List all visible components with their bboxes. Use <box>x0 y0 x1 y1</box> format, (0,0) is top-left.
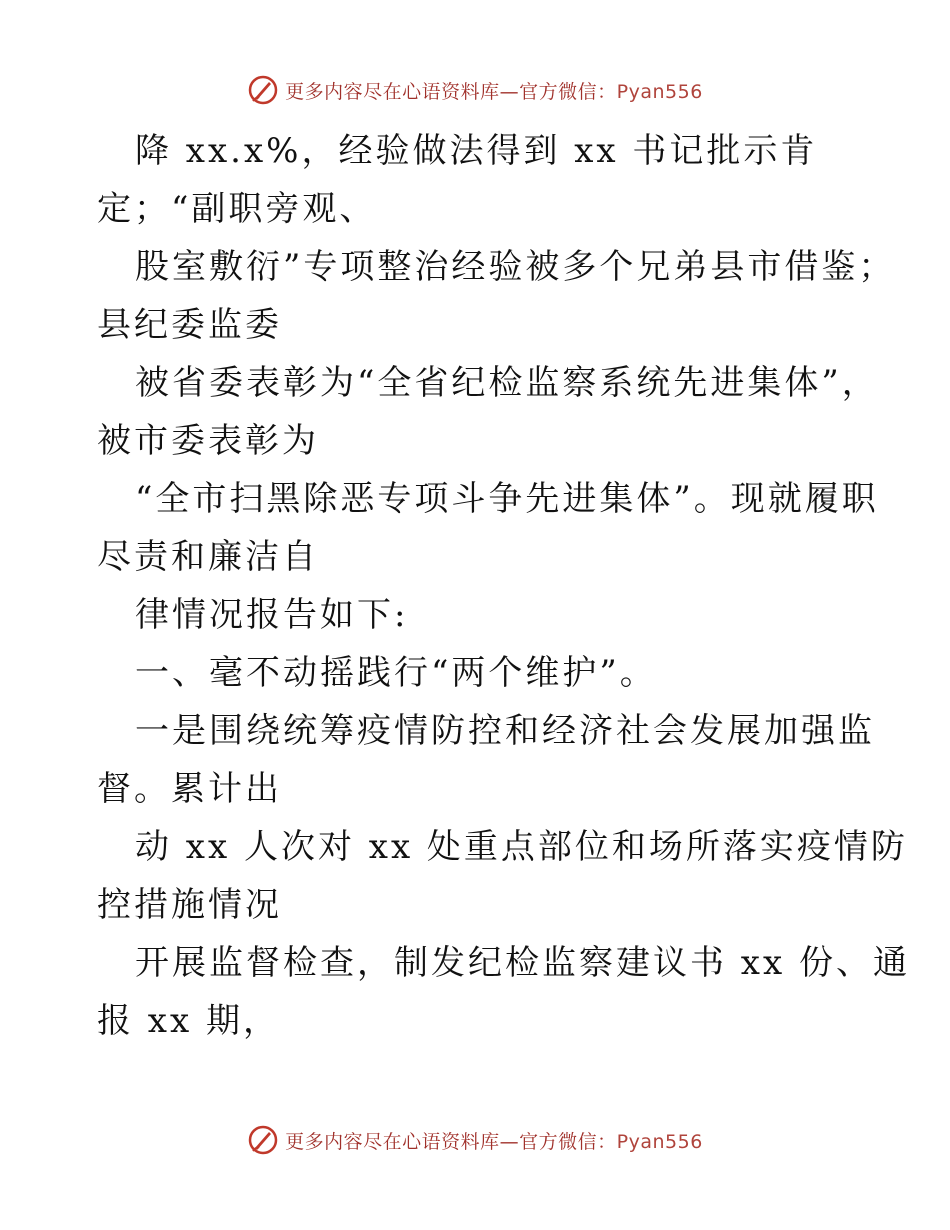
text-line: 一是围绕统筹疫情防控和经济社会发展加强监 <box>135 711 875 751</box>
header-watermark <box>0 70 950 110</box>
text-line: 股室敷衍”专项整治经验被多个兄弟县市借鉴； <box>135 247 896 287</box>
watermark-contact: Pyan556 <box>616 1130 703 1153</box>
text-line: 被市委表彰为 <box>97 421 319 461</box>
text-line: 被省委表彰为“全省纪检监察系统先进集体”， <box>135 363 879 403</box>
text-line: 县纪委监委 <box>97 305 282 345</box>
text-line: 开展监督检查，制发纪检监察建议书 xx 份、通 <box>135 943 910 983</box>
section-heading: 一、毫不动摇践行“两个维护”。 <box>135 653 657 693</box>
watermark-contact: Pyan556 <box>616 80 703 103</box>
text-line: 定；“副职旁观、 <box>97 189 377 229</box>
text-line: 尽责和廉洁自 <box>97 537 319 577</box>
text-line: 报 xx 期， <box>97 1001 280 1041</box>
quill-logo-icon <box>247 74 279 106</box>
text-line: 律情况报告如下: <box>135 595 409 635</box>
watermark-text: 更多内容尽在心语资料库—官方微信： <box>285 1130 617 1153</box>
text-line: “全市扫黑除恶专项斗争先进集体”。现就履职 <box>135 479 879 519</box>
quill-logo-icon <box>247 1124 279 1156</box>
footer-watermark <box>0 1120 950 1160</box>
text-line: 降 xx.x%，经验做法得到 xx 书记批示肯 <box>135 131 818 171</box>
text-line: 动 xx 人次对 xx 处重点部位和场所落实疫情防 <box>135 827 908 867</box>
text-line: 控措施情况 <box>97 885 282 925</box>
text-line: 督。累计出 <box>97 769 282 809</box>
watermark-text: 更多内容尽在心语资料库—官方微信： <box>285 80 617 103</box>
